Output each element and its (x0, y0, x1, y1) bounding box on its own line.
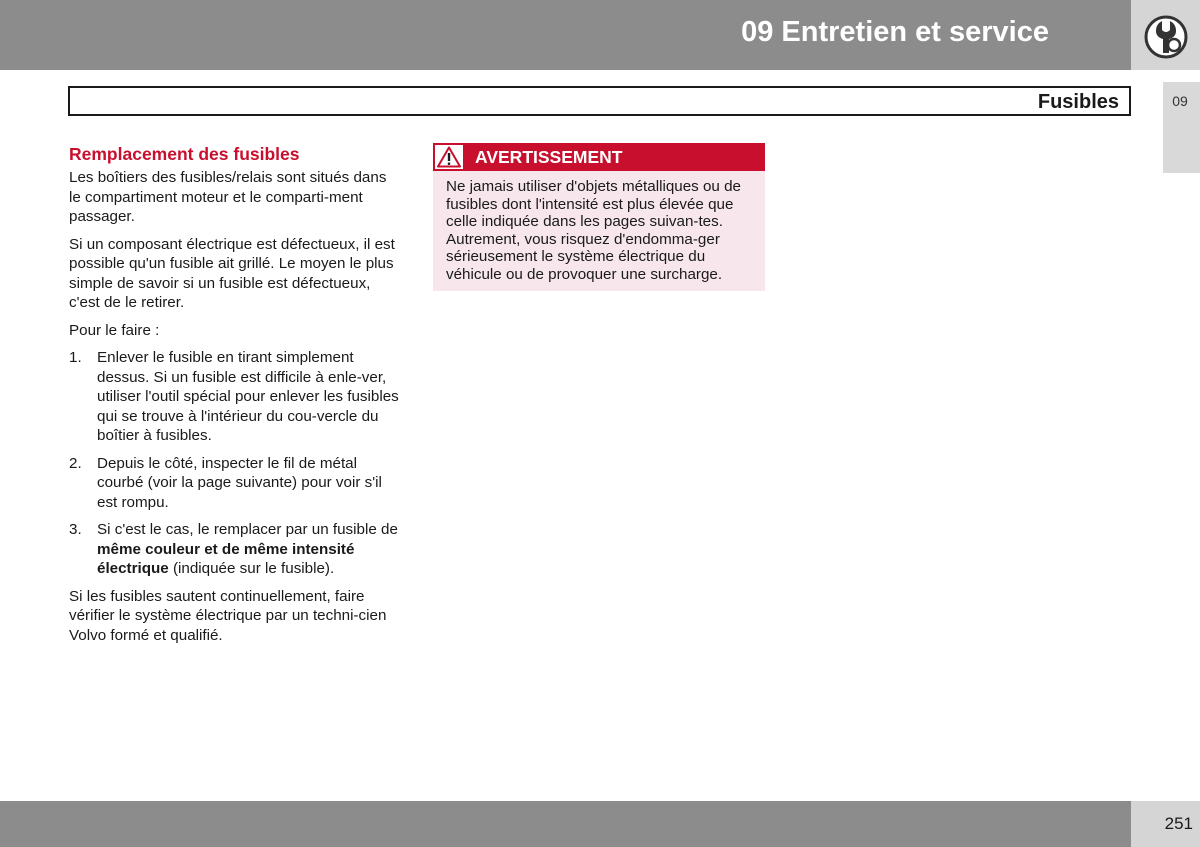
section-title: Fusibles (1037, 91, 1119, 113)
step-text: Depuis le côté, inspecter le fil de métal courbé (voir la page suivante) pour voir s'il est rompu. (97, 454, 382, 511)
page-number-block (1131, 801, 1200, 847)
header-band (0, 0, 1131, 70)
list-item (69, 520, 401, 579)
step-text (97, 521, 398, 577)
warning-title: AVERTISSEMENT (475, 147, 623, 167)
steps-list (69, 348, 401, 579)
warning-triangle-icon (437, 146, 461, 168)
subsection-heading: Remplacement des fusibles (69, 144, 300, 164)
main-text-column (69, 144, 401, 653)
paragraph: Si les fusibles sautent continuellement, faire vérifier le système électrique par un techni-cien Volvo formé et qualifié. (69, 587, 387, 644)
side-tab-label: 09 (1172, 93, 1188, 109)
warning-text: Ne jamais utiliser d'objets métalliques ou de fusibles dont l'intensité est plus élevée que celle indiquée dans les pages suivan-tes. Autrement, vous risquez d'endomma-ger sérieusement le système électrique du véhicule ou de provoquer une surcharge. (446, 178, 741, 283)
step-text-pre: Si c'est le cas, le remplacer par un fusible de (97, 521, 398, 538)
wrench-icon (1144, 15, 1188, 59)
step-number: 1. (69, 349, 82, 366)
paragraph: Les boîtiers des fusibles/relais sont situés dans le compartiment moteur et le comparti-ment passager. (69, 169, 387, 225)
chapter-side-tab (1163, 82, 1200, 173)
chapter-icon-block (1131, 0, 1200, 70)
paragraph: Si un composant électrique est défectueux, il est possible qu'un fusible ait grillé. Le moyen le plus simple de savoir si un fusible est défectueux, c'est de le retirer. (69, 235, 395, 311)
step-text-post: (indiquée sur le fusible). (168, 560, 335, 577)
warning-box (433, 143, 765, 291)
warning-icon-box (435, 145, 463, 169)
section-title-bar (68, 86, 1131, 116)
list-item (69, 348, 401, 446)
step-number: 2. (69, 454, 82, 472)
step-text: Enlever le fusible en tirant simplement dessus. Si un fusible est difficile à enle-ver, utiliser l'outil spécial pour enlever les fusibles qui se trouve à l'intérieur du cou-vercle du boîtier à fusibles. (97, 349, 399, 444)
step-number: 3. (69, 521, 82, 538)
paragraph: Pour le faire : (69, 321, 160, 339)
step-text-bold: même couleur et de même intensité électrique (97, 540, 355, 577)
footer-band (0, 801, 1131, 847)
list-item (69, 454, 401, 513)
page-number: 251 (1164, 814, 1193, 833)
chapter-title: 09 Entretien et service (741, 16, 1049, 48)
warning-header (433, 143, 765, 171)
